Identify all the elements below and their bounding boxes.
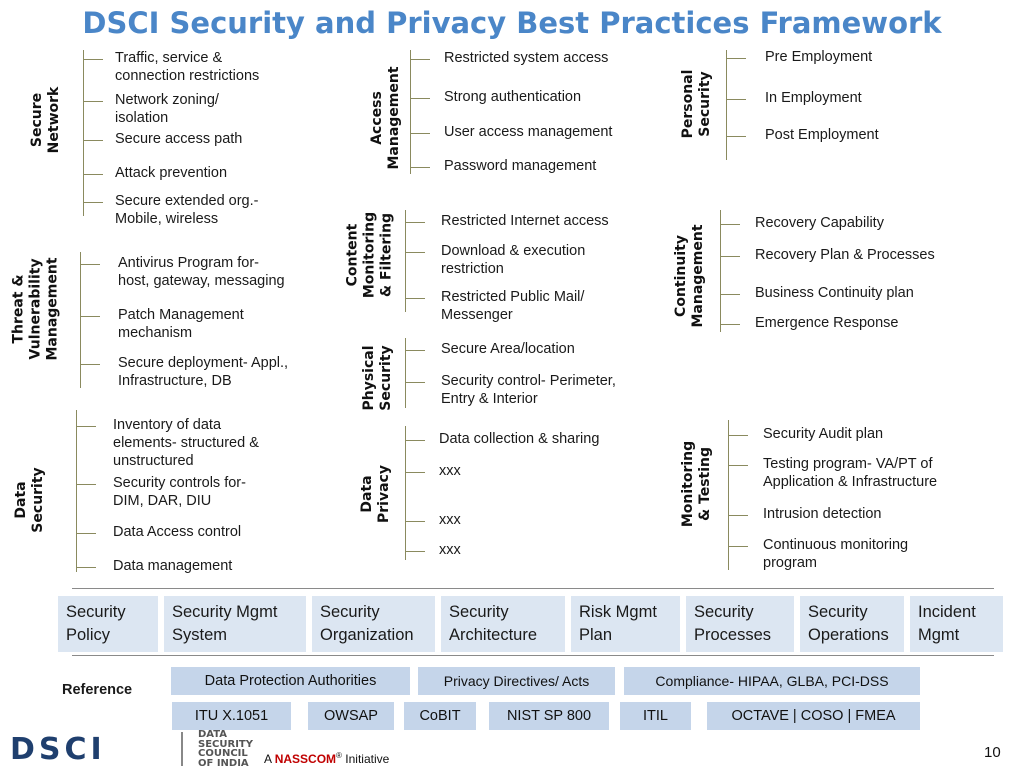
nasscom-brand: NASSCOM <box>274 752 337 766</box>
reference-box: NIST SP 800 <box>489 702 609 730</box>
practice-item: User access management <box>444 124 613 140</box>
item-connector <box>77 567 96 568</box>
item-connector <box>84 59 103 60</box>
practice-item: xxx <box>439 512 461 528</box>
practice-item: Data management <box>113 558 233 574</box>
group-bracket <box>76 410 77 572</box>
logo-separator <box>181 732 183 766</box>
group-label-continuity-mgmt: Continuity Management <box>673 224 706 328</box>
foundation-cell: Security Operations <box>800 596 904 652</box>
practice-item: Data collection & sharing <box>439 431 600 447</box>
item-connector <box>81 364 100 365</box>
nasscom-initiative <box>264 751 389 766</box>
item-connector <box>406 298 425 299</box>
item-connector <box>727 136 746 137</box>
item-connector <box>721 324 740 325</box>
practice-item: xxx <box>439 463 461 479</box>
practice-item: Restricted Public Mail/ Messenger <box>441 289 585 323</box>
reference-label: Reference <box>62 682 133 698</box>
practice-item: Intrusion detection <box>763 506 882 522</box>
reference-box: ITU X.1051 <box>172 702 291 730</box>
council-name: DATA SECURITY COUNCIL OF INDIA <box>198 729 253 769</box>
item-connector <box>411 167 430 168</box>
item-connector <box>721 224 740 225</box>
item-connector <box>729 465 748 466</box>
practice-item: Security Audit plan <box>763 426 884 442</box>
practice-item: Post Employment <box>765 127 879 143</box>
divider-top <box>72 588 994 589</box>
item-connector <box>406 521 425 522</box>
foundation-cell: Security Architecture <box>441 596 565 652</box>
page-title: DSCI Security and Privacy Best Practices Framework <box>82 6 942 40</box>
group-bracket <box>728 420 729 570</box>
practice-item: Continuous monitoring program <box>763 537 909 571</box>
item-connector <box>406 472 425 473</box>
item-connector <box>406 252 425 253</box>
item-connector <box>411 133 430 134</box>
foundation-cell: Security Mgmt System <box>164 596 306 652</box>
practice-item: Restricted Internet access <box>441 213 609 229</box>
reference-box: Privacy Directives/ Acts <box>418 667 615 695</box>
group-bracket <box>80 252 81 388</box>
item-connector <box>729 546 748 547</box>
practice-item: Security controls for- DIM, DAR, DIU <box>113 475 246 509</box>
item-connector <box>721 256 740 257</box>
group-bracket <box>405 426 406 560</box>
reference-box: OWSAP <box>308 702 394 730</box>
practice-item: Recovery Capability <box>755 215 884 231</box>
practice-item: Emergence Response <box>755 315 899 331</box>
item-connector <box>77 533 96 534</box>
foundation-cell: Security Organization <box>312 596 435 652</box>
group-bracket <box>720 210 721 332</box>
practice-item: Secure deployment- Appl., Infrastructure, DB <box>118 355 289 389</box>
item-connector <box>77 484 96 485</box>
page-number: 10 <box>984 744 1001 761</box>
group-label-physical-security: Physical Security <box>361 345 394 411</box>
practice-item: Password management <box>444 158 597 174</box>
practice-item: Secure Area/location <box>441 341 575 357</box>
foundation-bar <box>58 596 1003 652</box>
practice-item: Business Continuity plan <box>755 285 914 301</box>
foundation-cell: Security Policy <box>58 596 158 652</box>
reference-box: CoBIT <box>404 702 476 730</box>
item-connector <box>77 426 96 427</box>
item-connector <box>727 58 746 59</box>
practice-item: Recovery Plan & Processes <box>755 247 935 263</box>
reference-box: Data Protection Authorities <box>171 667 410 695</box>
item-connector <box>729 515 748 516</box>
group-bracket <box>405 338 406 408</box>
group-bracket <box>83 50 84 216</box>
item-connector <box>84 202 103 203</box>
reference-box: OCTAVE | COSO | FMEA <box>707 702 920 730</box>
practice-item: In Employment <box>765 90 862 106</box>
group-label-data-privacy: Data Privacy <box>359 465 392 523</box>
item-connector <box>721 294 740 295</box>
item-connector <box>81 316 100 317</box>
item-connector <box>411 98 430 99</box>
item-connector <box>406 382 425 383</box>
item-connector <box>84 140 103 141</box>
item-connector <box>727 99 746 100</box>
divider-bottom <box>72 655 994 656</box>
practice-item: Security control- Perimeter, Entry & Interior <box>441 373 616 407</box>
group-label-monitoring-testing: Monitoring & Testing <box>680 440 713 528</box>
foundation-cell: Security Processes <box>686 596 794 652</box>
reference-box: Compliance- HIPAA, GLBA, PCI-DSS <box>624 667 920 695</box>
foundation-cell: Incident Mgmt <box>910 596 1003 652</box>
group-bracket <box>410 50 411 174</box>
practice-item: xxx <box>439 542 461 558</box>
item-connector <box>406 222 425 223</box>
item-connector <box>84 174 103 175</box>
practice-item: Inventory of data elements- structured & unstructured <box>113 417 259 469</box>
item-connector <box>729 435 748 436</box>
practice-item: Data Access control <box>113 524 242 540</box>
item-connector <box>406 440 425 441</box>
practice-item: Patch Management mechanism <box>118 307 244 341</box>
foundation-cell: Risk Mgmt Plan <box>571 596 680 652</box>
group-label-personal-security: Personal Security <box>680 69 713 139</box>
practice-item: Strong authentication <box>444 89 582 105</box>
group-label-secure-network: Secure Network <box>29 86 62 154</box>
registered-mark: ® <box>336 751 342 760</box>
initiative-suffix: Initiative <box>341 752 390 766</box>
practice-item: Secure access path <box>115 131 243 147</box>
group-label-access-mgmt: Access Management <box>369 66 402 170</box>
item-connector <box>81 264 100 265</box>
item-connector <box>84 101 103 102</box>
item-connector <box>411 59 430 60</box>
item-connector <box>406 551 425 552</box>
reference-box: ITIL <box>620 702 691 730</box>
group-bracket <box>726 50 727 160</box>
practice-item: Traffic, service & connection restrictions <box>115 50 260 84</box>
practice-item: Attack prevention <box>115 165 228 181</box>
item-connector <box>406 350 425 351</box>
practice-item: Download & execution restriction <box>441 243 586 277</box>
group-label-data-security: Data Security <box>13 467 46 533</box>
practice-item: Pre Employment <box>765 49 873 65</box>
practice-item: Testing program- VA/PT of Application & Infrastructure <box>763 456 938 490</box>
dsci-logo: DSCI <box>10 732 106 767</box>
practice-item: Antivirus Program for- host, gateway, messaging <box>118 255 285 289</box>
group-bracket <box>405 210 406 312</box>
practice-item: Network zoning/ isolation <box>115 92 219 126</box>
initiative-prefix: A <box>264 752 272 766</box>
practice-item: Restricted system access <box>444 50 609 66</box>
group-label-threat-vuln: Threat & Vulnerability Management <box>10 257 61 361</box>
practice-item: Secure extended org.- Mobile, wireless <box>115 193 259 227</box>
group-label-content-monitoring: Content Monitoring & Filtering <box>344 211 395 299</box>
